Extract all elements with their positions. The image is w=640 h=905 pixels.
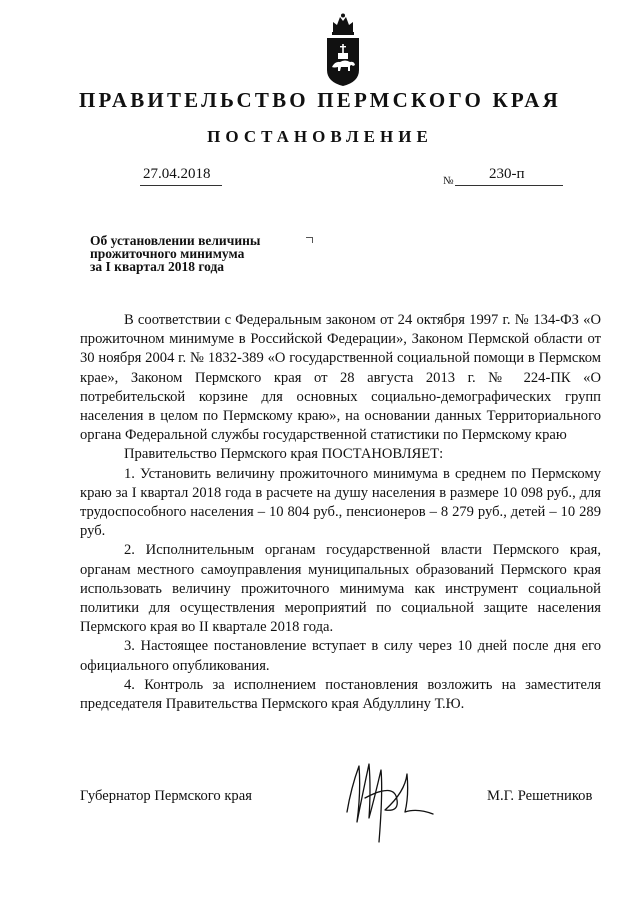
subject-line: прожиточного минимума xyxy=(90,246,245,261)
item-4-paragraph: 4. Контроль за исполнением постановления возложить на заместителя председателя Правительства Пермского края Абдуллину Т.Ю. xyxy=(80,676,601,713)
subject-line: за I квартал 2018 года xyxy=(90,259,225,274)
document-subject xyxy=(90,234,310,273)
item-1-paragraph: 1. Установить величину прожиточного минимума в среднем по Пермскому краю за I квартал 2018 года в расчете на душу населения в размере 10 098 руб., для трудоспособного населения – 10 804 руб., пенсионеров – 8 279 руб., детей – 10 289 руб. xyxy=(80,465,601,540)
signatory-name: М.Г. Решетников xyxy=(487,788,593,804)
number-sign: № xyxy=(443,175,454,187)
item-3-paragraph: 3. Настоящее постановление вступает в силу через 10 дней после дня его официального опубликования. xyxy=(80,638,601,674)
document-number: 230-п xyxy=(489,166,525,182)
preamble-paragraph: В соответствии с Федеральным законом от 24 октября 1997 г. № 134-ФЗ «О прожиточном минимуме в Российской Федерации», Законом Пермской области от 30 ноября 2004 г. № 1832-389 «О государственной социальной помощи в Пермском крае», Законом Пермского края от 28 августа 2013 г. № 224-ПК «О потребительской корзине для основных социально-демографических групп населения в целом по Пермскому краю», на основании данных Территориального органа Федеральной службы государственной статистики по Пермскому краю xyxy=(80,312,601,444)
document-body xyxy=(80,311,601,714)
subject-line: Об установлении величины xyxy=(90,233,261,248)
subject-corner-mark xyxy=(306,237,313,243)
organization-title: ПРАВИТЕЛЬСТВО ПЕРМСКОГО КРАЯ xyxy=(78,88,561,112)
item-2-paragraph: 2. Исполнительным органам государственной власти Пермского края, органам местного самоуправления муниципальных образований Пермского края использовать величину прожиточного минимума как инструмент социальной политики для осуществления мероприятий по социальной защите населения Пермского края во II квартале 2018 года. xyxy=(80,542,601,636)
coat-of-arms-icon xyxy=(323,12,363,88)
number-underline xyxy=(455,185,563,186)
date-underline xyxy=(140,185,222,186)
signatory-position: Губернатор Пермского края xyxy=(80,788,252,804)
document-date: 27.04.2018 xyxy=(143,166,211,182)
resolves-paragraph: Правительство Пермского края ПОСТАНОВЛЯЕТ: xyxy=(124,446,444,463)
signature-icon xyxy=(335,752,445,847)
document-type: ПОСТАНОВЛЕНИЕ xyxy=(207,127,433,146)
